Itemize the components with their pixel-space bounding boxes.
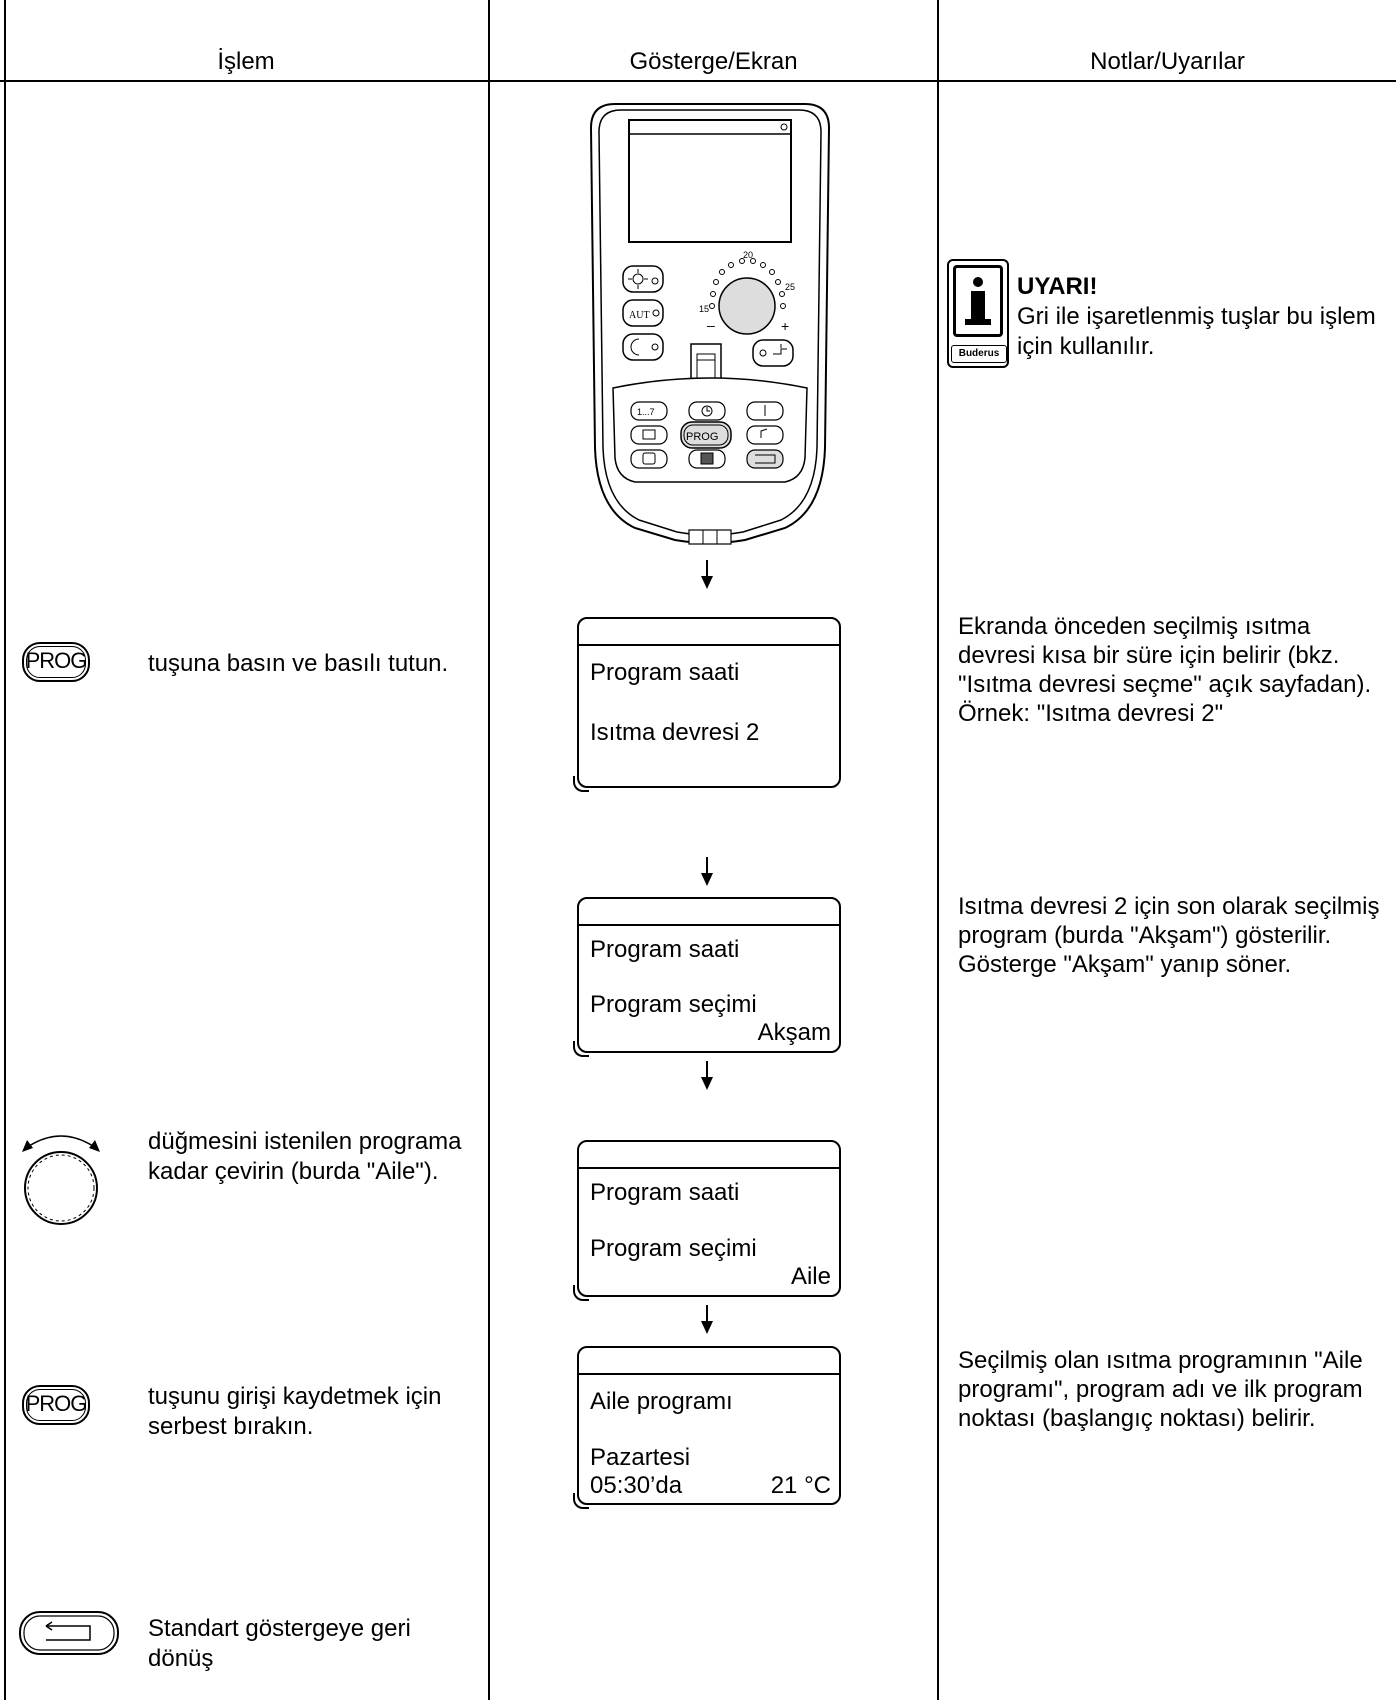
step2-note: Isıtma devresi 2 için son olarak seçilmiş program (burda "Akşam") gösterilir. Gösterge "Akşam" yanıp söner. <box>958 893 1380 978</box>
lcd4-line4: 21 °C <box>770 1472 831 1499</box>
lcd-screen-3 <box>577 1140 841 1297</box>
down-arrow-4 <box>697 1305 717 1335</box>
notice-text: Gri ile işaretlenmiş tuşlar bu işlem için kullanılır. <box>1017 303 1376 360</box>
key-prog-label: PROG <box>686 431 719 443</box>
lcd2-line1: Program saati <box>590 936 740 963</box>
lcd4-line3: 05:30’da <box>590 1472 683 1499</box>
lcd2-line3: Akşam <box>757 1019 831 1046</box>
rotary-dial-icon <box>18 1126 104 1226</box>
prog-key-icon: PROG <box>22 642 90 682</box>
header-notlar-uyarilar: Notlar/Uyarılar <box>1090 48 1245 75</box>
lcd3-line2: Program seçimi <box>590 1235 757 1262</box>
step4-action: tuşunu girişi kaydetmek için serbest bırakın. <box>148 1383 442 1440</box>
dial-tick-25: 25 <box>785 282 796 292</box>
header-divider <box>0 80 1396 82</box>
lcd1-line1: Program saati <box>590 659 740 686</box>
header-islem: İşlem <box>217 48 275 75</box>
down-arrow-2 <box>697 857 717 887</box>
controller-device <box>585 98 835 560</box>
down-arrow-1 <box>697 560 717 590</box>
dial-tick-15: 15 <box>699 304 710 314</box>
lcd3-line3: Aile <box>790 1263 831 1290</box>
prog-key-icon-2: PROG <box>22 1385 90 1425</box>
dial-tick-plus: + <box>781 318 790 334</box>
lcd-screen-4 <box>577 1346 841 1505</box>
dial-tick-minus: – <box>707 317 715 333</box>
lcd4-line2: Pazartesi <box>590 1444 691 1471</box>
header-gosterge-ekran: Gösterge/Ekran <box>629 48 798 75</box>
info-icon <box>947 259 1009 368</box>
table-border-left <box>4 0 6 1700</box>
column-divider-2 <box>937 0 939 1700</box>
lcd-screen-1 <box>577 617 841 788</box>
step3-action: düğmesini istenilen programa kadar çevirin (burda "Aile"). <box>148 1128 462 1185</box>
column-divider-1 <box>488 0 490 1700</box>
lcd4-line1: Aile programı <box>590 1388 733 1415</box>
key-auto-label: AUT <box>629 310 650 321</box>
back-key-icon <box>18 1610 120 1656</box>
buderus-logo: Buderus <box>951 345 1007 363</box>
lcd-screen-2 <box>577 897 841 1053</box>
step5-action: Standart göstergeye geri dönüş <box>148 1615 411 1672</box>
down-arrow-3 <box>697 1061 717 1091</box>
lcd1-line2: Isıtma devresi 2 <box>590 719 760 746</box>
dial-tick-20: 20 <box>743 250 754 260</box>
lcd3-line1: Program saati <box>590 1179 740 1206</box>
key-1-7-label: 1...7 <box>637 407 655 417</box>
step4-note: Seçilmiş olan ısıtma programının "Aile programı", program adı ve ilk program noktası (başlangıç noktası) belirir. <box>958 1347 1363 1432</box>
step1-note: Ekranda önceden seçilmiş ısıtma devresi kısa bir süre için belirir (bkz. "Isıtma devresi seçme" açık sayfadan). Örnek: "Isıtma devresi 2" <box>958 613 1372 727</box>
lcd2-line2: Program seçimi <box>590 991 757 1018</box>
notice-title: UYARI! <box>1017 273 1098 300</box>
step1-action: tuşuna basın ve basılı tutun. <box>148 650 449 677</box>
